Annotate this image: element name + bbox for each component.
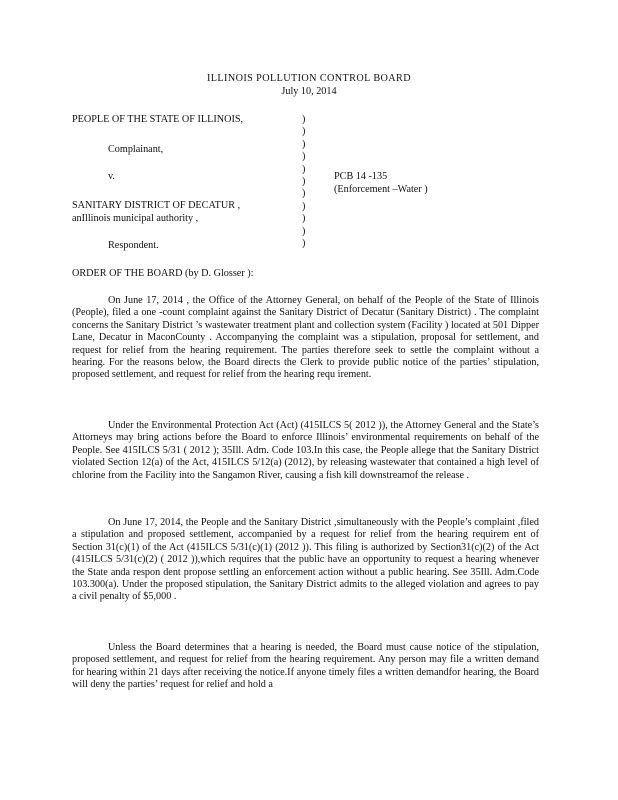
- caption-paren: ): [302, 151, 306, 163]
- complainant-party: PEOPLE OF THE STATE OF ILLINOIS,: [72, 114, 244, 125]
- caption-paren: ): [302, 237, 306, 249]
- respondent-role: Respondent.: [108, 240, 159, 251]
- caption-paren: ): [302, 114, 306, 125]
- paragraph: On June 17, 2014 , the Office of the Attorney General, on behalf of the People of the State of Illinois (People), filed a one -count complaint against the Sanitary District of Decatur (Sanitary District) . The complaint concerns the Sanitary District ’s wastewater treatment plant and collection system (Facility ) located at 501 Dipper Lane, Decatur in MaconCounty . Accompanying the complaint was a stipulation, proposal for settlement, and request for relief from the hearing requirement. The parties therefore seek to settle the complaint without a hearing. For the reasons below, the Board directs the Clerk to provide public notice of the parties’ stipulation, proposed settlement, and request for relief from the hearing requ irement.: [72, 295, 539, 381]
- respondent-name: SANITARY DISTRICT OF DECATUR ,: [72, 200, 241, 211]
- paragraph: Under the Environmental Protection Act (Act) (415ILCS 5( 2012 )), the Attorney General and the State’s Attorneys may bring actions before the Board to enforce Illinois’ environmental requirements on behalf of the People. See 415ILCS 5/31 ( 2012 ); 35Ill. Adm. Code 103.In this case, the People allege that the Sanitary District violated Section 12(a) of the Act, 415ILCS 5/12(a) (2012), by releasing wastewater that contained a high level of chlorine from the Facility into the Sangamon River, causing a fish kill downstreamof the release .: [72, 420, 539, 481]
- case-number: PCB 14 -135: [334, 171, 388, 182]
- caption-paren: ): [302, 200, 306, 212]
- caption-paren: ): [302, 138, 306, 150]
- caption-paren: ): [302, 163, 306, 175]
- caption-paren: ): [302, 225, 306, 237]
- respondent-description: anIllinois municipal authority ,: [72, 213, 199, 224]
- order-heading: ORDER OF THE BOARD (by D. Glosser ):: [72, 268, 254, 279]
- case-caption: [72, 114, 552, 254]
- versus-label: v.: [108, 171, 115, 182]
- paragraph: On June 17, 2014, the People and the Sanitary District ,simultaneously with the People’s complaint ,filed a stipulation and proposed settlement, accompanied by a request for relief from the hearing requirem ent of Section 31(c)(1) of the Act (415ILCS 5/31(c)(1) (2012 )). This filing is authorized by Section31(c)(2) of the Act (415ILCS 5/31(c)(2) ( 2012 )),which requires that the public have an opportunity to request a hearing whenever the State anda respon dent propose settling an enforcement action without a public hearing. See 35Ill. Adm.Code 103.300(a). Under the proposed stipulation, the Sanitary District admits to the alleged violation and agrees to pay a civil penalty of $5,000 .: [72, 517, 539, 603]
- order-date: July 10, 2014: [281, 86, 337, 97]
- caption-parentheses: [302, 114, 312, 250]
- caption-paren: ): [302, 175, 306, 187]
- caption-paren: ): [302, 188, 306, 200]
- paragraph: Unless the Board determines that a hearing is needed, the Board must cause notice of the stipulation, proposed settlement, and request for relief from the hearing requirement. Any person may file a written demand for hearing within 21 days after receiving the notice.If anyone timely files a written demandfor hearing, the Board will deny the parties’ request for relief and hold a: [72, 642, 539, 691]
- caption-paren: ): [302, 213, 306, 225]
- board-title: ILLINOIS POLLUTION CONTROL BOARD: [207, 73, 411, 84]
- caption-paren: ): [302, 126, 306, 138]
- case-type: (Enforcement –Water ): [334, 184, 428, 195]
- complainant-role: Complainant,: [108, 144, 164, 155]
